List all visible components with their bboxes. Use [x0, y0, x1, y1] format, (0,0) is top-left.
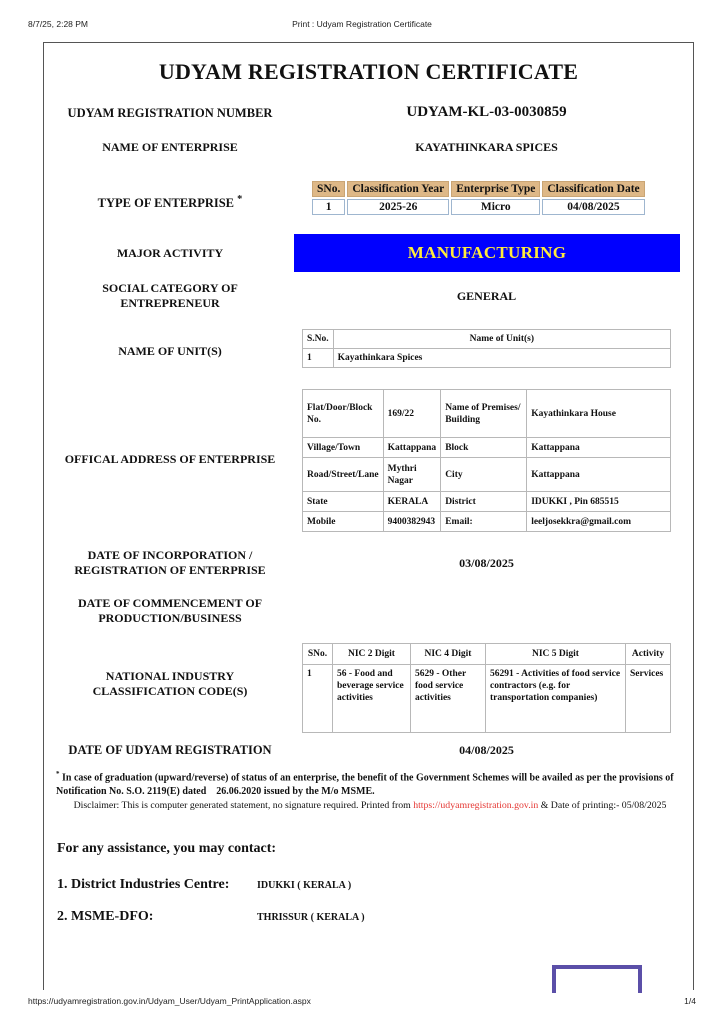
table-row	[303, 458, 671, 492]
cell-field-label: District	[441, 492, 527, 512]
incorporation-date-label	[44, 548, 296, 578]
social-category-label	[44, 281, 296, 311]
major-activity-value: MANUFACTURING	[294, 234, 680, 272]
incorporation-date-value: 03/08/2025	[459, 556, 514, 570]
column-header: NIC 2 Digit	[333, 644, 411, 665]
cell-field-value: IDUKKI , Pin 685515	[527, 492, 671, 512]
column-header: NIC 5 Digit	[486, 644, 626, 665]
contact-dic-label: 1. District Industries Centre:	[57, 877, 230, 892]
address-label: OFFICAL ADDRESS OF ENTERPRISE	[64, 452, 276, 466]
stamp-frame-decoration	[552, 965, 642, 993]
cell-field-label: Name of Premises/ Building	[441, 390, 527, 438]
table-row	[303, 512, 671, 532]
column-header: SNo.	[303, 644, 333, 665]
nic-label	[44, 669, 296, 699]
cell-field-value: Kayathinkara House	[527, 390, 671, 438]
asterisk-marker: *	[56, 770, 60, 778]
label-line: PRODUCTION/BUSINESS	[98, 611, 242, 625]
cell-field-label: City	[441, 458, 527, 492]
note-text: In case of graduation (upward/reverse) of status of an enterprise, the benefit of the Government Schemes will be availed as per the provisions of Notification No. S.O. 2119(E) dated 26.06.2020 issued by the M/o MSME.	[56, 772, 677, 798]
cell-sno: 1	[312, 199, 345, 215]
column-header: Activity	[626, 644, 671, 665]
cell-field-label: Mobile	[303, 512, 384, 532]
cell-field-label: Email:	[441, 512, 527, 532]
cell-classification-year: 2025-26	[347, 199, 449, 215]
enterprise-name-value: KAYATHINKARA SPICES	[415, 140, 558, 154]
major-activity-label: MAJOR ACTIVITY	[116, 246, 224, 260]
contact-msme-dfo-label: 2. MSME-DFO:	[57, 909, 154, 924]
commencement-date-label	[44, 596, 296, 626]
column-header: Name of Unit(s)	[333, 330, 670, 349]
label-line: SOCIAL CATEGORY OF	[102, 281, 238, 295]
label-line: DATE OF INCORPORATION /	[87, 548, 253, 562]
cell-field-value: Kattappana	[527, 438, 671, 458]
units-label: NAME OF UNIT(S)	[118, 344, 222, 358]
column-header: Classification Date	[542, 181, 644, 197]
cell-field-value: Kattappana	[527, 458, 671, 492]
address-table	[302, 389, 671, 532]
cell-field-value: Mythri Nagar	[383, 458, 441, 492]
cell-field-label: Block	[441, 438, 527, 458]
label-line: DATE OF COMMENCEMENT OF	[77, 596, 263, 610]
udyam-registration-date-label: DATE OF UDYAM REGISTRATION	[68, 743, 272, 757]
table-row	[312, 199, 645, 215]
units-header-row	[303, 330, 671, 349]
table-row	[303, 492, 671, 512]
column-header: NIC 4 Digit	[411, 644, 486, 665]
cell-nic-5-digit: 56291 - Activities of food service contractors (e.g. for transportation companies)	[486, 665, 626, 733]
print-datetime: 8/7/25, 2:28 PM	[28, 19, 89, 29]
cell-unit-name: Kayathinkara Spices	[333, 349, 670, 368]
cell-sno: 1	[303, 349, 334, 368]
units-table	[302, 329, 671, 368]
enterprise-type-label-text: TYPE OF ENTERPRISE	[97, 196, 235, 211]
cell-field-value: Kattappana	[383, 438, 441, 458]
label-line: REGISTRATION OF ENTERPRISE	[74, 563, 266, 577]
cell-mobile: 9400382943	[383, 512, 441, 532]
table-row	[303, 438, 671, 458]
registration-number-label: UDYAM REGISTRATION NUMBER	[67, 106, 273, 120]
cell-nic-2-digit: 56 - Food and beverage service activities	[333, 665, 411, 733]
nic-table	[302, 643, 671, 733]
udyam-portal-link[interactable]: https://udyamregistration.gov.in	[413, 800, 539, 811]
cell-nic-4-digit: 5629 - Other food service activities	[411, 665, 486, 733]
disclaimer	[52, 799, 688, 812]
cell-field-label: State	[303, 492, 384, 512]
column-header: Classification Year	[347, 181, 449, 197]
cell-sno: 1	[303, 665, 333, 733]
social-category-value: GENERAL	[456, 289, 517, 303]
graduation-note	[56, 767, 686, 799]
print-url: https://udyamregistration.gov.in/Udyam_User/Udyam_PrintApplication.aspx	[28, 996, 311, 1006]
cell-activity: Services	[626, 665, 671, 733]
classification-table	[310, 179, 647, 217]
cell-field-value: KERALA	[383, 492, 441, 512]
disclaimer-prefix: Disclaimer: This is computer generated statement, no signature required. Printed from	[73, 800, 414, 811]
enterprise-type-label	[44, 192, 296, 211]
cell-classification-date: 04/08/2025	[542, 199, 644, 215]
contact-dic-value: IDUKKI ( KERALA )	[257, 880, 352, 891]
table-row	[303, 349, 671, 368]
asterisk-marker: *	[237, 194, 243, 205]
label-line: NATIONAL INDUSTRY	[105, 669, 235, 683]
nic-header-row	[303, 644, 671, 665]
classification-header-row	[312, 181, 645, 197]
column-header: SNo.	[312, 181, 345, 197]
label-line: ENTREPRENEUR	[120, 296, 220, 310]
print-page-number: 1/4	[684, 996, 696, 1006]
enterprise-name-label: NAME OF ENTERPRISE	[102, 140, 238, 154]
label-line: CLASSIFICATION CODE(S)	[92, 684, 248, 698]
contact-msme-dfo-value: THRISSUR ( KERALA )	[257, 912, 365, 923]
cell-field-value: 169/22	[383, 390, 441, 438]
certificate	[43, 42, 694, 990]
print-page-title: Print : Udyam Registration Certificate	[292, 19, 432, 29]
column-header: Enterprise Type	[451, 181, 540, 197]
column-header: S.No.	[303, 330, 334, 349]
cell-field-label: Village/Town	[303, 438, 384, 458]
cell-field-label: Flat/Door/Block No.	[303, 390, 384, 438]
disclaimer-suffix: & Date of printing:- 05/08/2025	[538, 800, 667, 811]
cell-field-label: Road/Street/Lane	[303, 458, 384, 492]
table-row	[303, 665, 671, 733]
cell-email: leeljosekkra@gmail.com	[527, 512, 671, 532]
table-row	[303, 390, 671, 438]
cell-enterprise-type: Micro	[451, 199, 540, 215]
assistance-heading: For any assistance, you may contact:	[57, 841, 277, 856]
certificate-title: UDYAM REGISTRATION CERTIFICATE	[158, 59, 579, 84]
browser-print-header	[0, 19, 724, 31]
udyam-registration-date-value: 04/08/2025	[459, 743, 514, 757]
registration-number-value: UDYAM-KL-03-0030859	[406, 104, 567, 120]
